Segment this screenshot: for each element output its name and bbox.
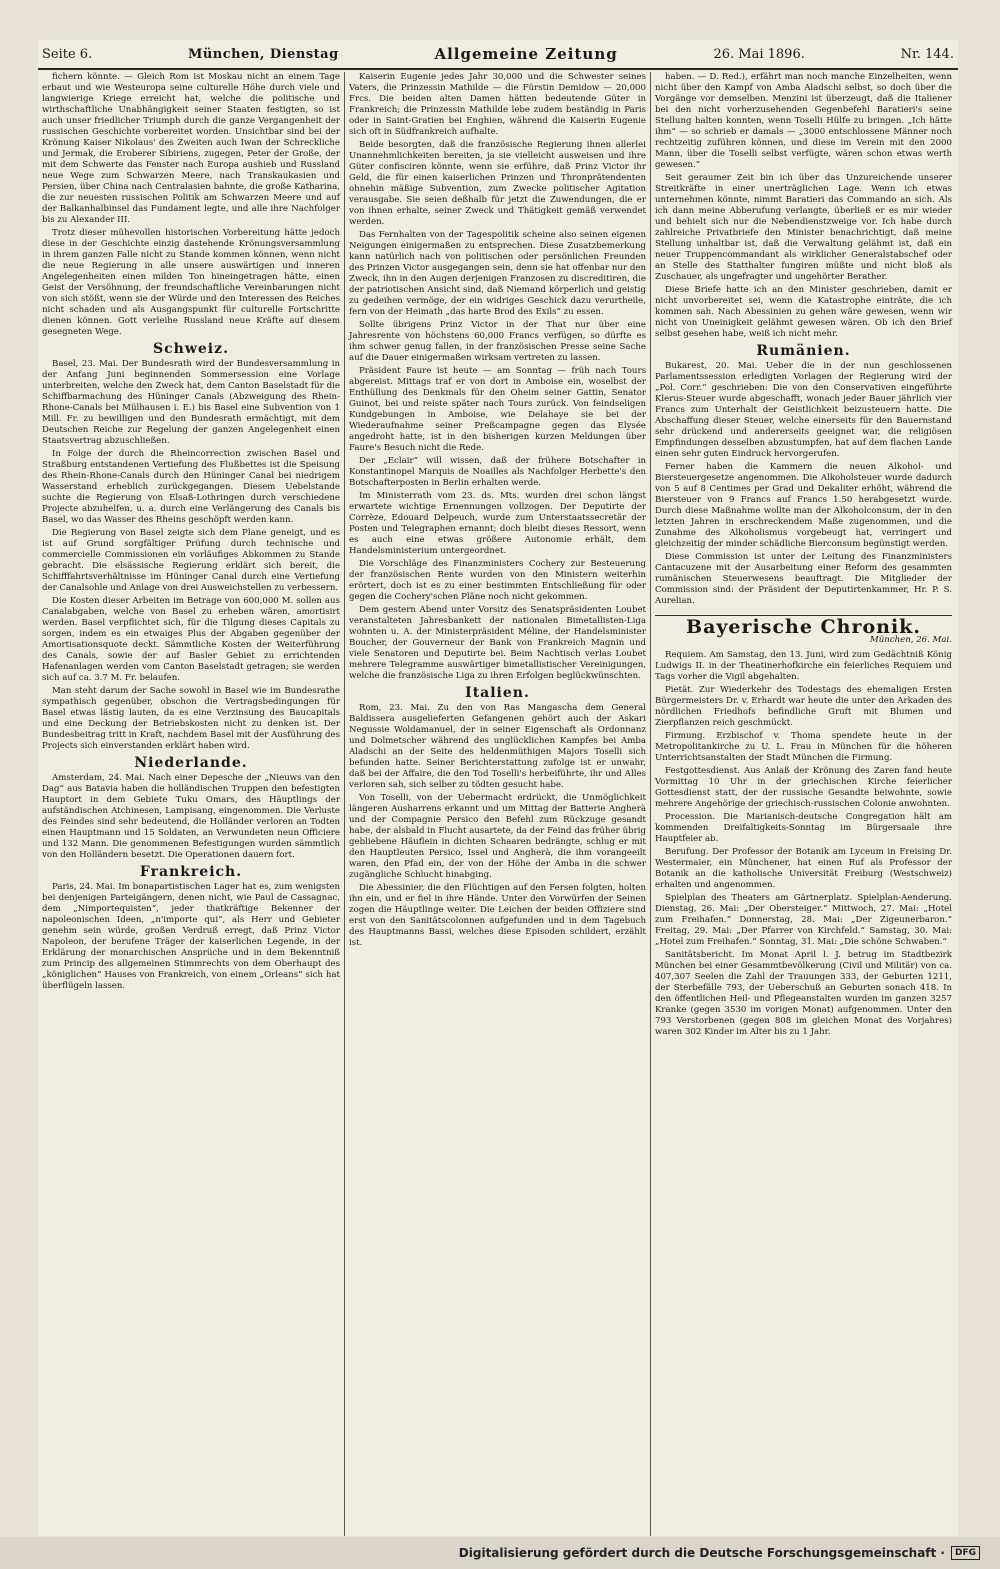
column-3: [650, 72, 956, 1536]
article-paragraph: Die Kosten dieser Arbeiten im Betrage von 600,000 M. sollen aus Canalabgaben, welche von Basel zu erheben wären, amortisirt werden. Basel verpflichtet sich, für die Tilgung dieses Capitals zu sorgen, indem es ein etwaiges Plus der Abgaben gegenüber der Amortisationsquote deckt. Sämmtliche Kosten der Weiterführung des Canals, sowie der auf Basler Gebiet zu errichtenden Hafenanlagen werden vom Canton Baselstadt getragen; sie werden sich auf ca. 3.7 M. Fr. belaufen.: [42, 596, 340, 683]
article-paragraph: Basel, 23. Mai. Der Bundesrath wird der Bundesversammlung in der Anfang Juni beginnenden Sommersession eine Vorlage unterbreiten, welche den Zweck hat, dem Canton Baselstadt für die Schiffbarmachung des Hüninger Canals (Abzweigung des Rhein-Rhone-Canals bei Mülhausen i. E.) bis Basel eine Subvention von 1 Mill. Fr. zu bewilligen und den Bundesrath ermächtigt, mit dem Deutschen Reiche zur Regelung der ganzen Angelegenheit einen Staatsvertrag abzuschließen.: [42, 359, 340, 446]
chronik-item: Berufung. Der Professor der Botanik am Lyceum in Freising Dr. Westermaier, ein Münchener, hat einen Ruf als Professor der Botanik an die katholische Universität Freiburg (Westschweiz) erhalten und angenommen.: [655, 847, 952, 890]
column-1: [38, 72, 344, 1536]
section-heading-niederlande: Niederlande.: [134, 755, 248, 771]
chronik-item: Sanitätsbericht. Im Monat April l. J. betrug im Stadtbezirk München bei einer Gesammtbevölkerung (Civil und Militär) von ca. 407,307 Seelen die Zahl der Trauungen 333, der Geburten 1211, der Sterbefälle 793, der Ueberschuß an Geburten sonach 418. In den öffentlichen Heil- und Pflegeanstalten wurden im ganzen 3257 Kranke (gegen 3530 im vorigen Monat) aufgenommen. Unter den 793 Verstorbenen (gegen 808 im gleichen Monat des Vorjahres) waren 302 Kinder im Alter bis zu 1 Jahr.: [655, 950, 952, 1037]
article-paragraph: Beide besorgten, daß die französische Regierung ihnen allerlei Unannehmlichkeiten bereiten, ja sie vielleicht ausweisen und ihre Güter confisciren könnte, wenn sie erführe, daß Prinz Victor ihr Geld, die für einen kaiserlichen Prinzen und Thronprätendenten ohnehin mäßige Subvention, zum Zwecke politischer Agitation verausgabe. Sie seien deßhalb für jetzt die Zuwendungen, die er von ihnen erhalte, seiner Zweck und Thätigkeit gemäß verwendet werden.: [349, 140, 646, 227]
footer-credit: Digitalisierung gefördert durch die Deutsche Forschungsgemeinschaft ·: [458, 1546, 945, 1560]
article-paragraph: Von Toselli, von der Uebermacht erdrückt, die Unmöglichkeit längeren Ausharrens erkannt und um Mittag der Batterie Angherà und der Compagnie Persico den Befehl zum Rückzuge gesandt habe, der alsbald in Flucht ausartete, da der Feind das früher übrig gebliebene Häuflein in dichten Schaaren bedrängte, schlug er mit den Hauptleuten Persico, Issel und Angherà, die ihm vorangeeilt waren, den Pfad ein, der von der Höhe der Amba in die schwer zugängliche Schlucht hinabging.: [349, 793, 646, 880]
article-paragraph: Die Abessinier, die den Flüchtigen auf den Fersen folgten, holten ihn ein, und er fiel in ihre Hände. Unter den Vorwürfen der Seinen zogen die Häuptlinge weiter. Die Leichen der beiden Offiziere sind erst von den Sanitätscolonnen aufgefunden und in dem Tagebuch des Hauptmanns Bassi, welches diese Episoden schildert, erzählt ist.: [349, 883, 646, 948]
article-paragraph: Paris, 24. Mai. Im bonapartistischen Lager hat es, zum wenigsten bei denjenigen Parteigängern, denen nicht, wie Paul de Cassagnac, dem „Nimportequisten“, jeder thatkräftige Bekenner der napoleonischen Ideen, „n'importe qui“, als Herr und Gebieter genehm sein würde, großen Verdruß erregt, daß Prinz Victor Napoleon, der berufene Träger der kaiserlichen Legende, in der Erklärung der monarchischen Ansprüche und in dem Bekenntniß zum Princip des allgemeinen Stimmrechts von dem Oberhaupt des „königlichen“ Hauses von Frankreich, von einem „Orleans“ sich hat überflügeln lassen.: [42, 882, 340, 991]
section-heading-rumaenien: Rumänien.: [756, 343, 851, 359]
page-number: Seite 6.: [42, 46, 93, 62]
article-paragraph: Sollte übrigens Prinz Victor in der That nur über eine Jahresrente von höchstens 60,000 Francs verfügen, so dürfte es ihm schwer genug fallen, in der französischen Presse seine Sache auf die Dauer einigermaßen wirksam vertreten zu lassen.: [349, 320, 646, 363]
chronik-item: Requiem. Am Samstag, den 13. Juni, wird zum Gedächtniß König Ludwigs II. in der Theatinerhofkirche ein feierliches Requiem und Tags vorher die Vigil abgehalten.: [655, 650, 952, 682]
paper-title: Allgemeine Zeitung: [434, 45, 618, 63]
article-paragraph: Man steht darum der Sache sowohl in Basel wie im Bundesrathe sympathisch gegenüber, obschon die Vertragsbedingungen für Basel etwas lästig lauten, da es eine Verzinsung des Baucapitals und eine Deckung der Betriebskosten nicht zu denken ist. Der Bundesbeitrag tritt in Kraft, nachdem Basel mit der Ausführung des Projects sich einverstanden erklärt haben wird.: [42, 686, 340, 751]
chronik-item: Procession. Die Marianisch-deutsche Congregation hält am kommenden Dreifaltigkeits-Sonntag im Bürgersaale ihre Hauptfeier ab.: [655, 812, 952, 844]
article-paragraph: Die Regierung von Basel zeigte sich dem Plane geneigt, und es ist auf Grund sorgfältiger Prüfung durch technische und commercielle Commissionen ein vorläufiges Abkommen zu Stande gebracht. Die elsässische Regierung erklärt sich bereit, die Schifffahrtsverhältnisse im Hüninger Canal durch eine Vertiefung der Canalsohle und Anlage von drei Ausweichstellen zu verbessern.: [42, 528, 340, 593]
article-paragraph: haben. — D. Red.), erfährt man noch manche Einzelheiten, wenn nicht über den Kampf von Amba Aladschi selbst, so doch über die Vorgänge vor demselben. Menzini ist überzeugt, daß die Italiener bei den nicht vorherzusehenden Gegenbefehl Baratieri's seine Stellung halten konnten, wenn Toselli Hülfe zu bringen. „Ich hätte ihm“ — so schrieb er damals — „3000 entschlossene Männer noch rechtzeitig zuführen können, und diese im Verein mit den 2000 Mann, über die Toselli selbst verfügte, wären schon etwas werth gewesen.“: [655, 72, 952, 170]
section-heading-frankreich: Frankreich.: [139, 864, 243, 880]
article-paragraph: Bukarest, 20. Mai. Ueber die in der nun geschlossenen Parlamentssession erledigten Vorlagen der Regierung wird der „Pol. Corr.“ geschrieben: Die von den Conservativen eingeführte Klerus-Steuer wurde abgeschafft, wonach jeder Bauer jährlich vier Francs zum Unterhalt der Geistlichkeit beizusteuern hatte. Die Abschaffung dieser Steuer, welche einerseits für den Bauernstand sehr drückend und andererseits geeignet war, die religiösen Empfindungen desselben abzustumpfen, hat auf dem flachen Lande einen sehr guten Eindruck hervorgerufen.: [655, 361, 952, 459]
dfg-logo: DFG: [951, 1546, 980, 1560]
article-paragraph: Kaiserin Eugenie jedes Jahr 30,000 und die Schwester seines Vaters, die Prinzessin Mathilde — die Fürstin Demidow — 20,000 Frcs. Die beiden alten Damen hätten bedeutende Güter in Frankreich; die Prinzessin Mathilde lebe zudem beständig in Paris oder in Saint-Gratien bei Enghien, während die Kaiserin Eugenie sich oft in Südfrankreich aufhalte.: [349, 72, 646, 137]
section-heading-bayerische-chronik: Bayerische Chronik.: [655, 615, 952, 633]
masthead: [38, 40, 958, 70]
article-paragraph: Die Vorschläge des Finanzministers Cochery zur Besteuerung der französischen Rente wurden von den Ministern weiterhin erörtert, doch ist es zu einer bestimmten Entschließung für oder gegen die Cochery'schen Pläne noch nicht gekommen.: [349, 559, 646, 602]
article-paragraph: Der „Eclair“ will wissen, daß der frühere Botschafter in Konstantinopel Marquis de Noailles als Nachfolger Herbette's den Botschafterposten in Berlin erhalten werde.: [349, 456, 646, 488]
article-paragraph: Amsterdam, 24. Mai. Nach einer Depesche der „Nieuws van den Dag“ aus Batavia haben die holländischen Truppen den befestigten Hauptort in dem Gebiete Tuku Omars, des Häuptlings der aufständischen Atchinesen, Lampisang, eingenommen. Die Verluste des Feindes sind sehr bedeutend, die Holländer verloren an Todten einen Hauptmann und 15 Soldaten, an Verwundeten neun Officiere und 132 Mann. Die genommenen Befestigungen wurden sämmtlich von den Holländern besetzt. Die Operationen dauern fort.: [42, 773, 340, 860]
chronik-dateline: München, 26. Mai.: [869, 635, 952, 645]
article-paragraph: Präsident Faure ist heute — am Sonntag — früh nach Tours abgereist. Mittags traf er von dort in Amboise ein, woselbst der Enthüllung des Denkmals für den Oheim seiner Gattin, Senator Guinot, bei und reiste später nach Tours zurück. Von feindseligen Kundgebungen in Amboise, wie Delahaye sie bei der Wiederaufnahme seiner Preßcampagne gegen das Elysée angedroht hatte, ist in den bisherigen kurzen Meldungen über Faure's Besuch nicht die Rede.: [349, 366, 646, 453]
chronik-item: Festgottesdienst. Aus Anlaß der Krönung des Zaren fand heute Vormittag 10 Uhr in der griechischen Kirche feierlicher Gottesdienst statt, der der russische Gesandte beiwohnte, sowie mehrere Angehörige der griechisch-russischen Colonie anwohnten.: [655, 766, 952, 809]
article-paragraph: Im Ministerrath vom 23. ds. Mts. wurden drei schon längst erwartete wichtige Ernennungen vollzogen. Der Deputirte der Corrèze, Edouard Delpeuch, wurde zum Unterstaatssecretär der Posten und Telegraphen ernannt; doch bleibt dieses Ressort, wenn es auch eine etwas größere Autonomie erhält, dem Handelsministerium untergeordnet.: [349, 491, 646, 556]
article-paragraph: Dem gestern Abend unter Vorsitz des Senatspräsidenten Loubet veranstalteten Jahresbankett der nationalen Bimetallisten-Liga wohnten u. A. der Ministerpräsident Méline, der Handelsminister Boucher, der Gouverneur der Bank von Frankreich Magnin und viele Senatoren und Deputirte bei. Beim Nachtisch verlas Loubet mehrere Telegramme auswärtiger bimetallistischer Vereinigungen, welche die französische Liga zu ihren Erfolgen beglückwünschten.: [349, 605, 646, 681]
issue-number: Nr. 144.: [900, 46, 954, 62]
column-2: [344, 72, 650, 1536]
article-paragraph: fichern könnte. — Gleich Rom ist Moskau nicht an einem Tage erbaut und wie Westeuropa seine culturelle Höhe durch viele und langwierige Kriege erreicht hat, welche die politische und wirthschaftliche Unabhängigkeit seiner Staaten festigten, so ist auch unser friedlicher Triumph durch die ganze Vergangenheit der russischen Geschichte vorbereitet worden. Unsichtbar sind bei der Krönung Kaiser Nikolaus' des Zweiten auch Iwan der Schreckliche und Jermak, die Eroberer Sibiriens, zugegen, Peter der Große, der mit dem Schwerte das Fenster nach Europa aushieb und Russland neue Wege zum Schwarzen Meere, nach Transkaukasien und Persien, über China nach Centralasien bahnte, die große Katharina, die zur neuesten russischen Politik am Schwarzen Meere und auf der Balkanhalbinsel das Fundament legte, und alle ihre Nachfolger bis zu Alexander III.: [42, 72, 340, 225]
newspaper-page: [38, 40, 958, 1536]
chronik-item: Firmung. Erzbischof v. Thoma spendete heute in der Metropolitankirche zu U. L. Frau in München für die höheren Unterrichtsanstalten der Stadt München die Firmung.: [655, 731, 952, 763]
columns: [38, 72, 958, 1536]
digitization-footer: [0, 1537, 1000, 1569]
article-paragraph: Ferner haben die Kammern die neuen Alkohol- und Biersteuergesetze angenommen. Die Alkoholsteuer wurde dadurch von 5 auf 8 Centimes per Grad und Dekaliter erhöht, während die Biersteuer von 9 Francs auf Francs 1.50 herabgesetzt wurde. Durch diese Maßnahme wollte man der Alkoholconsum, der in den letzten Jahren in erschreckendem Maße zugenommen, und die Zunahme des Alkoholismus vorgebeugt hat, verringert und gleichzeitig der minder schädliche Bierconsum begünstigt werden.: [655, 462, 952, 549]
article-paragraph: Das Fernhalten von der Tagespolitik scheine also seinen eigenen Neigungen einigermaßen zu entsprechen. Diese Zusatzbemerkung kann natürlich nach von politischen oder persönlichen Freunden des Prinzen Victor ausgegangen sein, denn sie hat offenbar nur den Zweck, ihn in den Augen derjenigen Franzosen zu discreditiren, die der patriotischen Ansicht sind, daß Niemand körperlich und geistig zu gedeihen vermöge, der ein widriges Geschick dazu verurtheile, fern von der Heimath „das harte Brod des Exils“ zu essen.: [349, 230, 646, 317]
article-paragraph: In Folge der durch die Rheincorrection zwischen Basel und Straßburg entstandenen Vertiefung des Flußbettes ist die Speisung des Rhein-Rhone-Canals durch den Hüninger Canal bei niedrigem Wasserstand erheblich zurückgegangen. Diesem Uebelstande suchte die Regierung von Elsaß-Lothringen durch verschiedene Projecte abzuhelfen, u. a. durch eine Verlängerung des Canals bis Basel, wo das Wasser des Rheins geschöpft werden kann.: [42, 449, 340, 525]
article-paragraph: Diese Commission ist unter der Leitung des Finanzministers Cantacuzene mit der Ausarbeitung einer Reform des gesammten rumänischen Steuerwesens beauftragt. Die Mitglieder der Commission sind: der Präsident der Deputirtenkammer, Hr. P. S. Aurelian.: [655, 552, 952, 606]
chronik-item: Pietät. Zur Wiederkehr des Todestags des ehemaligen Ersten Bürgermeisters Dr. v. Erhardt war heute die unter den Arkaden des nördlichen Friedhofs befindliche Gruft mit Blumen und Zierpflanzen reich geschmückt.: [655, 685, 952, 728]
section-heading-italien: Italien.: [465, 685, 530, 701]
article-paragraph: Trotz dieser mühevollen historischen Vorbereitung hätte jedoch diese in der Geschichte einzig dastehende Krönungsversammlung in ihrem ganzen Falle nicht zu Stande kommen können, wenn nicht die neue Regierung in alle unsere auswärtigen und inneren Angelegenheiten einen milden Ton hineingetragen hätte, einen Geist der Versöhnung, der freundschaftliche Vereinbarungen nicht von sich stößt, wenn sie der Würde und den Interessen des Reiches nicht schaden und als Ausgangspunkt für culturelle Fortschritte dienen können. Gott verleihe Russland neue Kräfte auf diesem gesegneten Wege.: [42, 228, 340, 337]
article-paragraph: Rom, 23. Mai. Zu den von Ras Mangascha dem General Baldissera ausgelieferten Gefangenen gehört auch der Askari Negussie Woldamanuel, der in seiner Eigenschaft als Ordonnanz und Dolmetscher während des unglücklichen Kampfes bei Amba Aladschi an der Seite des heldenmüthigen Majors Toselli sich befunden hatte. Seiner Berichterstattung zufolge ist er unwahr, daß bei der Affaire, die den Tod Toselli's herbeiführte, ihr und Alles verloren sah, sich selber zu tödten gesucht habe.: [349, 703, 646, 790]
section-heading-schweiz: Schweiz.: [153, 341, 229, 357]
chronik-item: Spielplan des Theaters am Gärtnerplatz. Spielplan-Aenderung. Dienstag, 26. Mai: „Der Obersteiger.“ Mittwoch, 27. Mai: „Hotel zum Freihafen.“ Donnerstag, 28. Mai: „Der Zigeunerbaron.“ Freitag, 29. Mai: „Der Pfarrer von Kirchfeld.“ Samstag, 30. Mai: „Hotel zum Freihafen.“ Sonntag, 31. Mai: „Die schöne Schwaben.“: [655, 893, 952, 947]
article-paragraph: Seit geraumer Zeit bin ich über das Unzureichende unserer Streitkräfte in einer unerträglichen Lage. Wenn ich etwas unternehmen könnte, nimmt Baratieri das Commando an sich. Als ich dann meine Abberufung verlangte, überließ er es mir wieder und behielt sich nur die Nebendienstzweige vor. Ich habe durch zahlreiche Privatbriefe den Minister benachrichtigt, daß meine Stellung unhaltbar ist, daß die Verwaltung gelähmt ist, daß ein neuer Truppencommandant als wirklicher Generalstabschef oder an Stelle des Statthalter fungiren müßte und nicht bloß als Zuschauer, als ungefragter und ungehörter Berather.: [655, 173, 952, 282]
city-day: München, Dienstag: [187, 46, 339, 62]
issue-date: 26. Mai 1896.: [713, 46, 805, 62]
article-paragraph: Diese Briefe hatte ich an den Minister geschrieben, damit er nicht unvorbereitet sei, wenn die Katastrophe einträte, die ich kommen sah. Nach Abessinien zu gehen wäre gewesen, wenn wir nicht von Uneinigkeit gelähmt gewesen wären. Ob ich den Brief selbst gesehen habe, weiß ich nicht mehr.: [655, 285, 952, 339]
